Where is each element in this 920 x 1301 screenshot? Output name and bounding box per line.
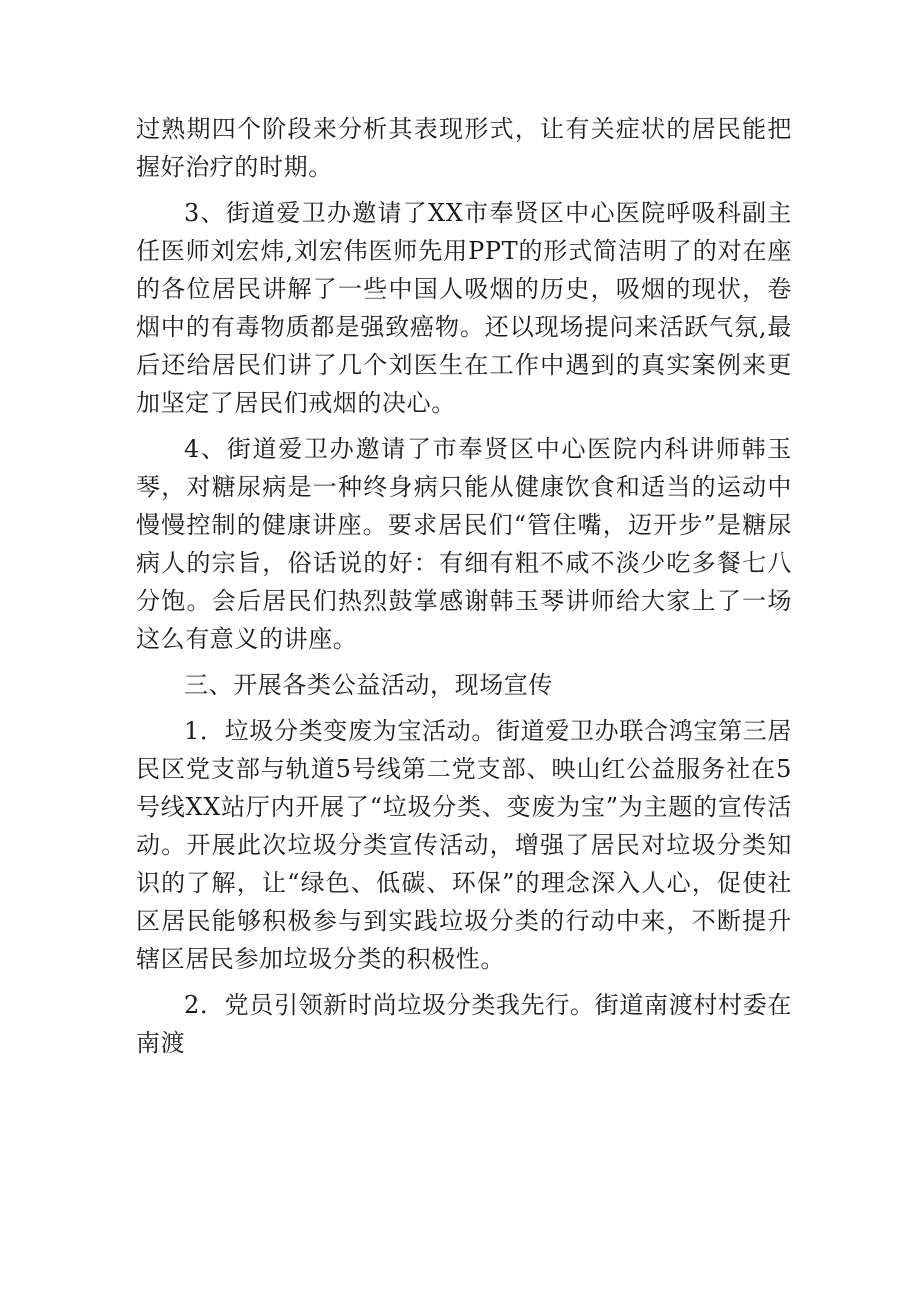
section-heading: 三、开展各类公益活动，现场宣传 [184, 671, 553, 699]
paragraph-item-3: 3、街道爱卫办邀请了XX市奉贤区中心医院呼吸科副主任医师刘宏炜,刘宏伟医师先用PPT的形式简洁明了的对在座的各位居民讲解了一些中国人吸烟的历史，吸烟的现状，卷烟中的有毒物质都是强致癌物。还以现场提问来活跃气氛,最后还给居民们讲了几个刘医生在工作中遇到的真实案例来更加坚定了居民们戒烟的决心。 [136, 199, 792, 417]
paragraph-continuation: 过熟期四个阶段来分析其表现形式，让有关症状的居民能把握好治疗的时期。 [136, 115, 792, 181]
document-body [136, 110, 792, 1070]
paragraph-item-4: 4、街道爱卫办邀请了市奉贤区中心医院内科讲师韩玉琴，对糖尿病是一种终身病只能从健康饮食和适当的运动中慢慢控制的健康讲座。要求居民们“管住嘴，迈开步”是糖尿病人的宗旨，俗话说的好：有细有粗不咸不淡少吃多餐七八分饱。会后居民们热烈鼓掌感谢韩玉琴讲师给大家上了一场这么有意义的讲座。 [136, 435, 792, 653]
paragraph-activity-1: 1．垃圾分类变废为宝活动。街道爱卫办联合鸿宝第三居民区党支部与轨道5号线第二党支部、映山红公益服务社在5号线XX站厅内开展了“垃圾分类、变废为宝”为主题的宣传活动。开展此次垃圾分类宣传活动，增强了居民对垃圾分类知识的了解，让“绿色、低碳、环保”的理念深入人心，促使社区居民能够积极参与到实践垃圾分类的行动中来，不断提升辖区居民参加垃圾分类的积极性。 [136, 717, 792, 973]
paragraph-activity-2: 2．党员引领新时尚垃圾分类我先行。街道南渡村村委在南渡 [136, 991, 792, 1057]
